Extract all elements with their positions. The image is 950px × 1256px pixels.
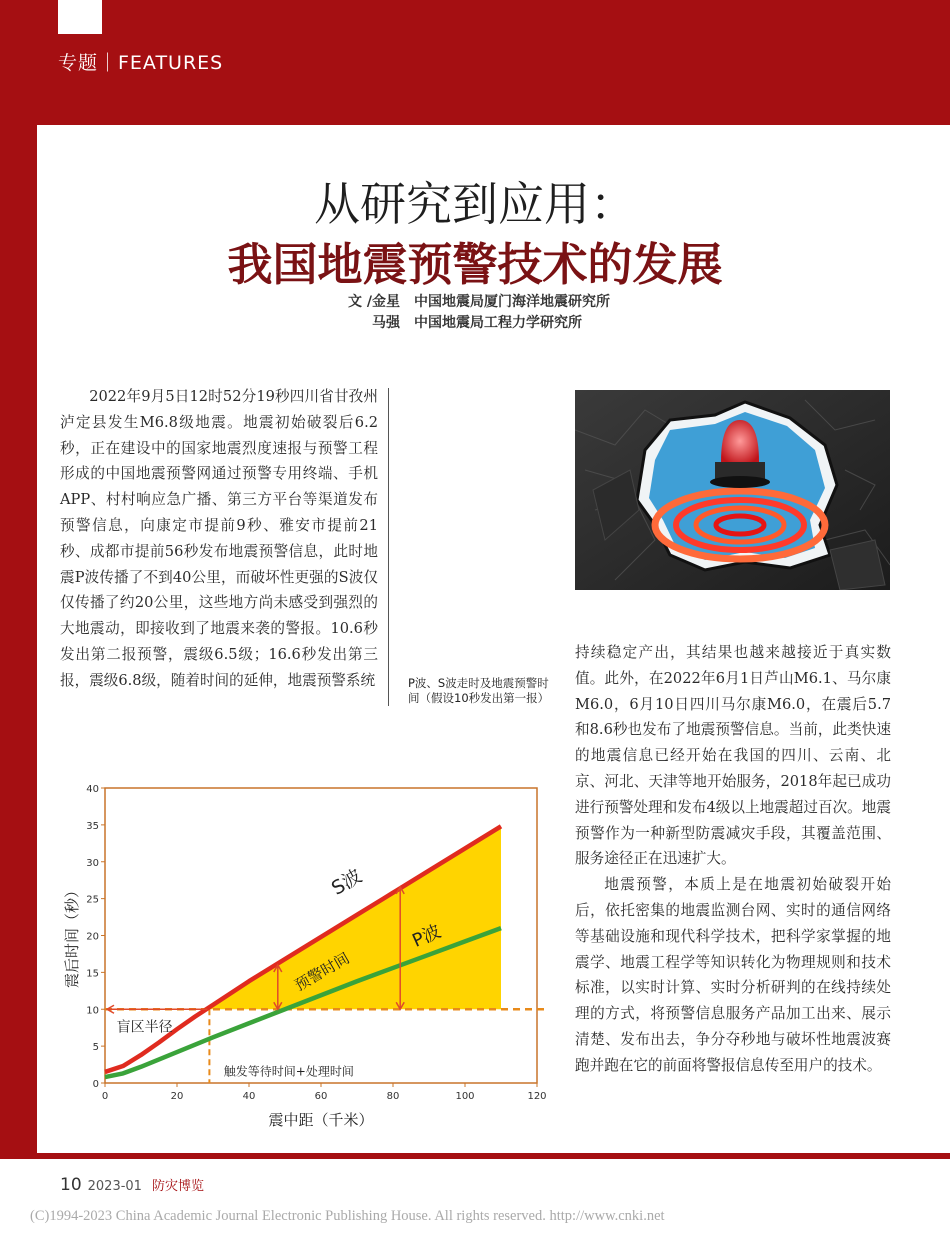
x-tick-label: 0 <box>101 1091 109 1102</box>
body-paragraph: 2022年9月5日12时52分19秒四川省甘孜州泸定县发生M6.8级地震。地震初始破裂后6.2秒，正在建设中的国家地震烈度速报与预警工程形成的中国地震预警网通过预警专用终端、手机APP、村村响应急广播、第三方平台等渠道发布预警信息，向康定市提前9秒、雅安市提前21秒、成都市提前56秒发布地震预警信息，此时地震P波传播了不到40公里，而破坏性更强的S波仅仅传播了约20公里，这些地方尚未感受到强烈的大地震动，即接收到了地震来袭的警报。10.6秒发出第二报预警，震级6.5级；16.6秒发出第三报，震级6.8级，随着时间的延伸，地震预警系统 <box>60 388 378 689</box>
magazine-name: 防灾博览 <box>151 1179 204 1194</box>
blind-zone-label: 盲区半径 <box>116 1019 173 1036</box>
byline <box>320 292 610 334</box>
author-institution: 中国地震局工程力学研究所 <box>414 315 582 331</box>
y-axis-title: 震后时间（秒） <box>63 882 81 989</box>
x-tick-label: 100 <box>455 1091 475 1102</box>
footer-rule <box>0 1153 950 1159</box>
wave-travel-time-chart <box>55 778 555 1138</box>
y-tick-label: 5 <box>92 1042 99 1054</box>
y-tick-label: 15 <box>86 968 99 980</box>
y-tick-label: 35 <box>86 820 99 832</box>
illustration-alarm-image <box>575 390 890 590</box>
x-tick-label: 40 <box>242 1091 256 1102</box>
author-row <box>320 313 610 334</box>
copyright-notice: (C)1994-2023 China Academic Journal Electronic Publishing House. All rights reserved. http://www.cnki.net <box>30 1208 665 1224</box>
page-number: 10 <box>60 1175 82 1195</box>
warning-time-label: 预警时间 <box>291 948 353 995</box>
article-title-line2: 我国地震预警技术的发展 <box>227 238 723 291</box>
body-paragraph: 持续稳定产出，其结果也越来越接近于真实数值。此外，在2022年6月1日芦山M6.1、马尔康M6.0，6月10日四川马尔康M6.0，在震后5.7和8.6秒也发布了地震预警信息。当前，此类快速的地震信息已经开始在我国的四川、云南、北京、河北、天津等地开始服务，2018年起已成功进行预警处理和发布4级以上地震超过百次。地震预警作为一种新型防震减灾手段，其覆盖范围、服务途径正在迅速扩大。 <box>575 644 891 868</box>
x-tick-label: 120 <box>527 1091 547 1102</box>
issue-date: 2023-01 <box>87 1179 142 1194</box>
author-name: 文 /金星 <box>348 294 400 310</box>
s-wave-label: S波 <box>327 865 366 900</box>
figure-caption: P波、S波走时及地震预警时间（假设10秒发出第一报） <box>408 676 550 705</box>
body-column-left <box>60 384 378 694</box>
body-paragraph: 地震预警，本质上是在地震初始破裂开始后，依托密集的地震监测台网、实时的通信网络等基础设施和现代科学技术，把科学家掌握的地震学、地震工程学等知识转化为物理规则和技术标准，以实时计算、实时分析研判的在线持续处理的方式，将预警信息服务产品加工出来、展示清楚、发布出去，争分夺秒地与破坏性地震波赛跑并跑在它的前面将警报信息传至用户的技术。 <box>575 876 891 1074</box>
body-column-right <box>575 640 891 1079</box>
article-title-line1: 从研究到应用： <box>314 177 636 231</box>
y-tick-label: 40 <box>86 784 99 795</box>
x-tick-label: 80 <box>386 1091 400 1102</box>
y-tick-label: 25 <box>86 894 99 906</box>
x-tick-label: 20 <box>170 1091 184 1102</box>
page-footer <box>60 1175 204 1195</box>
x-axis-title: 震中距（千米） <box>268 1111 374 1129</box>
p-wave-label: P波 <box>409 920 445 952</box>
y-tick-label: 0 <box>92 1079 99 1090</box>
section-label: 专题｜FEATURES <box>58 52 224 74</box>
x-tick-label: 60 <box>314 1091 328 1102</box>
author-institution: 中国地震局厦门海洋地震研究所 <box>414 294 610 310</box>
column-divider <box>388 388 389 706</box>
header-tab-marker <box>58 0 102 34</box>
y-tick-label: 10 <box>86 1005 99 1017</box>
y-tick-label: 30 <box>86 857 99 869</box>
author-row <box>320 292 610 313</box>
trigger-time-label: 触发等待时间+处理时间 <box>223 1064 354 1079</box>
author-name: 马强 <box>372 315 400 331</box>
y-tick-label: 20 <box>86 931 99 943</box>
